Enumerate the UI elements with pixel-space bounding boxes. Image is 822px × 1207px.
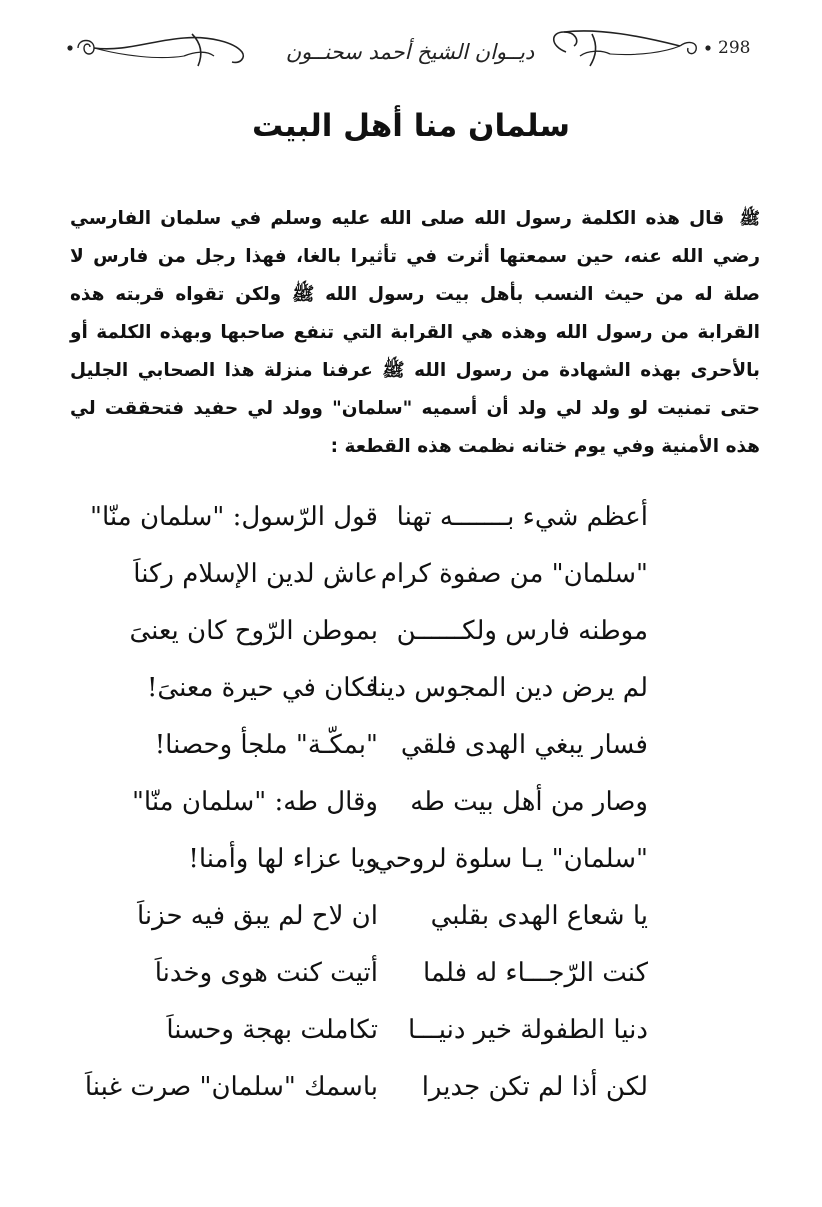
intro-line: بالأحرى بهذه الشهادة من رسول الله ﷺ عرفنا منزلة هذا الصحابي [137, 360, 760, 381]
verse [120, 722, 680, 779]
verse-second-hemistich: ان لاح لم يبق فيه حزناَ [136, 901, 378, 931]
verse-first-hemistich: لم يرض دين المجوس دينا [371, 673, 648, 703]
intro-line: قال هذه الكلمة رسول الله صلى الله عليه وسلم في سلمان الفارسي [70, 208, 725, 229]
verse [120, 950, 680, 1007]
verse [120, 665, 680, 722]
verse [120, 551, 680, 608]
scroll-ornament-icon [540, 26, 715, 70]
verse-second-hemistich: "بمكّـة" ملجأ وحصنا! [154, 730, 378, 760]
verse-second-hemistich: عاش لدين الإسلام ركناَ [133, 559, 378, 589]
scroll-ornament-icon [64, 26, 254, 70]
verse [84, 1064, 680, 1121]
verse-first-hemistich: موطنه فارس ولكــــــن [396, 616, 648, 646]
salutation-glyph: ﷺ [739, 209, 760, 229]
verse-second-hemistich: وقال طه: "سلمان منّا" [131, 787, 378, 817]
verse [120, 608, 680, 665]
verse-first-hemistich: يا شعاع الهدى بقلبي [430, 901, 648, 931]
verse-first-hemistich: دنيا الطفولة خير دنيـــا [408, 1015, 648, 1045]
verse-first-hemistich: وصار من أهل بيت طه [410, 787, 648, 817]
intro-line: فتحققت لي هذه الأمنية وفي يوم ختانه نظمت هذه القطعة : [70, 398, 760, 457]
intro-line: رضي الله عنه، حين سمعتها أثرت في تأثيرا بالغا، فهذا رجل من فارس لا [70, 246, 760, 267]
verse-first-hemistich: لكن أذا لم تكن جديرا [421, 1072, 648, 1102]
chapter-title: سلمان منا أهل البيت [251, 108, 571, 144]
verse-second-hemistich: قول الرّسول: "سلمان منّا" [90, 502, 378, 532]
verse-first-hemistich: كنت الرّجـــاء له فلما [423, 958, 648, 988]
verse-second-hemistich: أتيت كنت هوى وخدناَ [154, 958, 378, 988]
verse-second-hemistich: باسمك "سلمان" صرت غبناَ [84, 1072, 378, 1102]
page-header [0, 18, 822, 78]
verse [120, 1007, 680, 1064]
intro-paragraph [70, 200, 760, 466]
running-title: ديــوان الشيخ أحمد سحنــون [285, 40, 535, 64]
verse [120, 836, 680, 893]
verse-first-hemistich: "سلمان" يـا سلوة لروحي [374, 844, 648, 874]
verse-second-hemistich: تكاملت بهجة وحسناَ [166, 1015, 378, 1045]
intro-line: القرابة من رسول الله وهذه هي القرابة التي تنفع صاحبها وبهذه الكلمة أو [70, 322, 760, 343]
verse-first-hemistich: "سلمان" من صفوة كرام [380, 559, 648, 589]
verse-second-hemistich: بموطن الرّوح كان يعنىَ [129, 616, 378, 646]
verse [120, 779, 680, 836]
verse-second-hemistich: فكان في حيرة معنىَ! [146, 673, 378, 703]
intro-line: الجليل حتى تمنيت لو ولد لي ولد أن أسميه "سلمان" وولد لي حفيد [70, 360, 760, 419]
verse-first-hemistich: فسار يبغي الهدى فلقي [400, 730, 648, 760]
verse [120, 893, 680, 950]
verse-second-hemistich: ويا عزاء لها وأمنا! [188, 844, 378, 874]
verse [90, 494, 680, 551]
intro-line: صلة له من حيث النسب بأهل بيت رسول الله ﷺ ولكن تقواه قربته هذه [70, 284, 760, 305]
poem [84, 494, 680, 1121]
page-number: 298 [718, 38, 751, 58]
verse-first-hemistich: أعظم شيء بـــــــه تهنا [396, 502, 648, 532]
